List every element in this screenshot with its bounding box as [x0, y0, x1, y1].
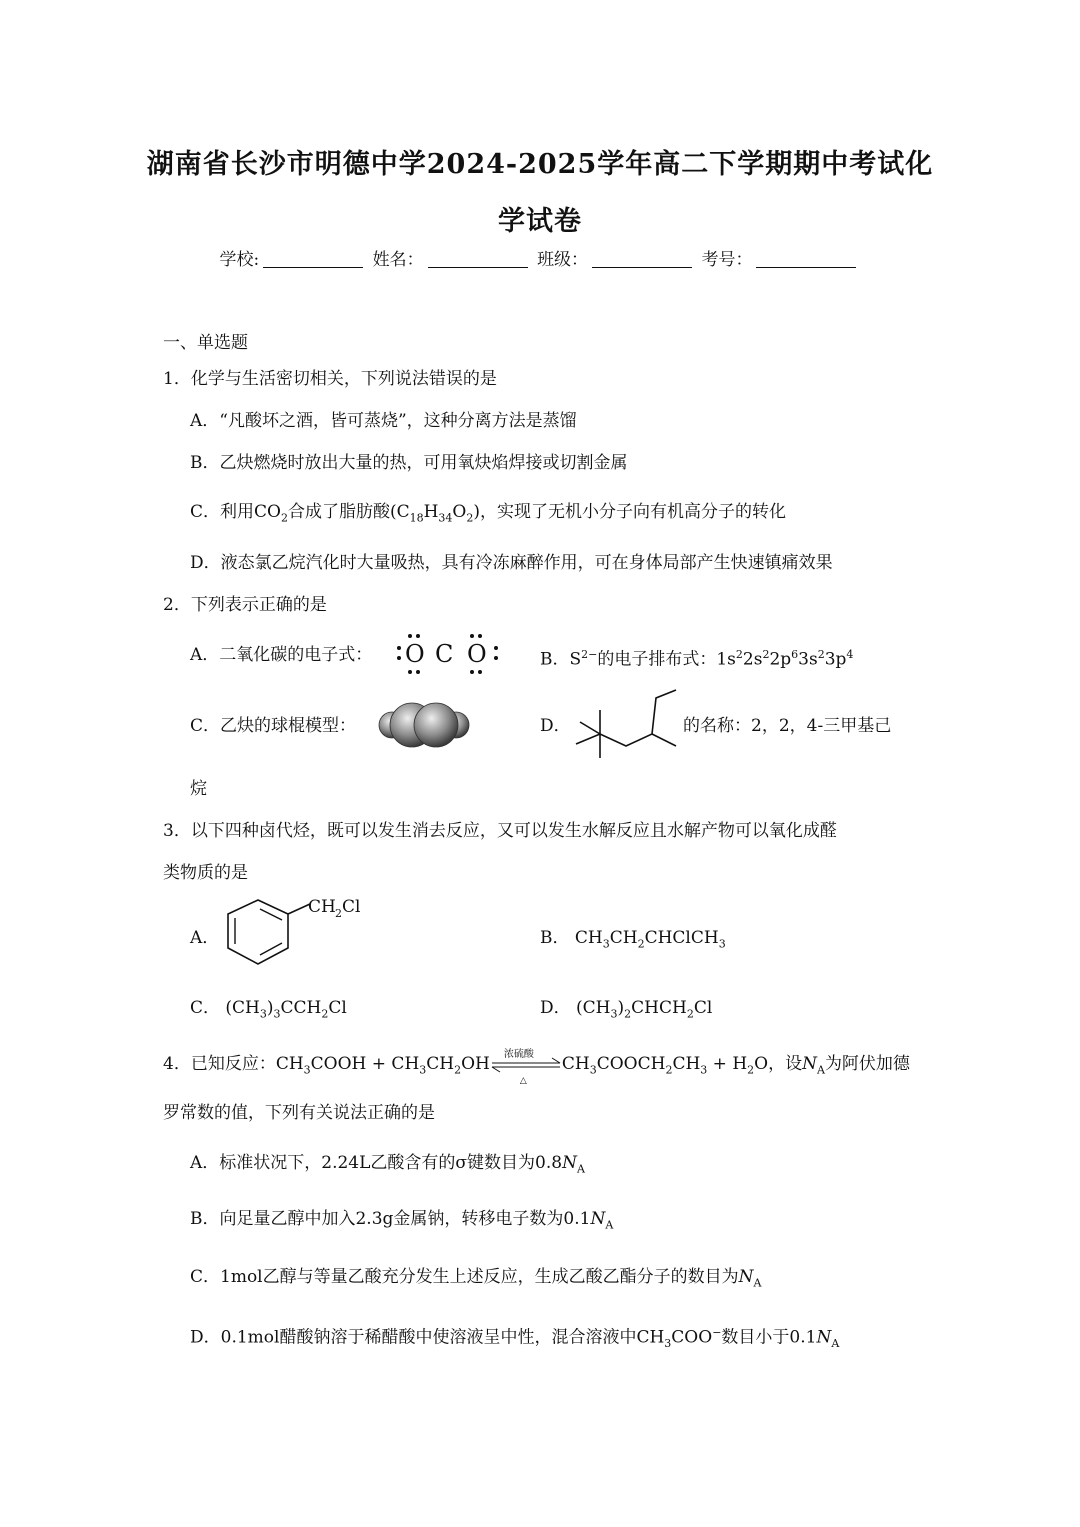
q4-option-a: A．标准状况下，2.24L乙酸含有的σ键数目为$0.8N_A$: [190, 1153, 585, 1176]
q2-option-d-text: 的名称：2，2，4-三甲基己: [683, 716, 892, 736]
q1-option-a: A．“凡酸坏之酒，皆可蒸烧”，这种分离方法是蒸馏: [190, 411, 577, 431]
reversible-arrow: 浓硫酸 △: [490, 1055, 562, 1075]
school-label: 学校:: [219, 250, 260, 270]
q4-option-b: B．向足量乙醇中加入2.3g金属钠，转移电子数为$0.1N_A$: [190, 1209, 614, 1232]
q4-stem-line1: 4．已知反应：$CH_3COOH + CH_3CH_2OH$ 浓硫酸 △ $CH_3COOCH_2CH_3 + H_2O$，设$N_A$为阿伏加德: [163, 1048, 910, 1086]
benzyl-chloride-structure: [218, 892, 368, 978]
svg-text:Cl: Cl: [342, 897, 361, 917]
name-blank[interactable]: [428, 267, 528, 268]
q1-option-d: D．液态氯乙烷汽化时大量吸热，具有冷冻麻醉作用，可在身体局部产生快速镇痛效果: [190, 553, 833, 573]
section-title: 一、单选题: [163, 333, 248, 353]
skeletal-formula-trimethylhexane: [572, 688, 680, 760]
q3-stem-line1: 3．以下四种卤代烃，既可以发生消去反应，又可以发生水解反应且水解产物可以氧化成醛: [163, 821, 837, 841]
q2-option-c: C．乙炔的球棍模型：: [190, 716, 357, 736]
q2-stem: 2．下列表示正确的是: [163, 595, 327, 615]
q3-option-d: D． $(CH_3)_2CHCH_2Cl$: [540, 998, 713, 1021]
q4-option-c: C．1mol乙醇与等量乙酸充分发生上述反应，生成乙酸乙酯分子的数目为$N_A$: [190, 1267, 762, 1290]
student-info-row: [0, 245, 1080, 270]
exam-title-line1: 湖南省长沙市明德中学2024-2025学年高二下学期期中考试化: [146, 149, 934, 180]
q3-option-b: B． $CH_3CH_2CHClCH_3$: [540, 928, 726, 951]
svg-text:CH: CH: [308, 897, 336, 917]
q2-option-d-label: D．: [540, 716, 571, 736]
id-label: 考号：: [701, 250, 753, 270]
class-label: 班级：: [537, 250, 589, 270]
name-label: 姓名：: [372, 250, 424, 270]
q2-option-a: A．二氧化碳的电子式：: [190, 645, 373, 665]
q4-option-d: D．0.1mol醋酸钠溶于稀醋酸中使溶液呈中性，混合溶液中$CH_3COO^-$数目小于$0.1N_A$: [190, 1326, 840, 1351]
q1-option-b: B．乙炔燃烧时放出大量的热，可用氧炔焰焊接或切割金属: [190, 453, 628, 473]
class-blank[interactable]: [592, 267, 692, 268]
acetylene-ball-stick-model: [374, 698, 474, 752]
q3-option-c: C． $(CH_3)_3CCH_2Cl$: [190, 998, 347, 1021]
svg-text:2: 2: [335, 907, 342, 920]
q4-stem-line2: 罗常数的值，下列有关说法正确的是: [163, 1103, 435, 1123]
q3-stem-line2: 类物质的是: [163, 863, 248, 883]
svg-text:O: O: [405, 640, 425, 668]
q1-stem: 1．化学与生活密切相关，下列说法错误的是: [163, 369, 497, 389]
co2-electron-formula-diagram: [392, 628, 512, 678]
q1-option-c: C．利用$CO_2$合成了脂肪酸$(C_{18}H_{34}O_2)$，实现了无机小分子向有机高分子的转化: [190, 502, 786, 525]
exam-title-line2: 学试卷: [498, 206, 582, 237]
q2-option-b: B．$S^{2-}$的电子排布式：$1s^22s^22p^63s^23p^4$: [540, 648, 854, 670]
school-blank[interactable]: [263, 267, 363, 268]
q2-option-d-continuation: 烷: [190, 779, 207, 799]
id-blank[interactable]: [756, 267, 856, 268]
svg-text:O: O: [467, 640, 487, 668]
q3-option-a-label: A．: [190, 928, 220, 948]
svg-text:C: C: [435, 640, 454, 668]
